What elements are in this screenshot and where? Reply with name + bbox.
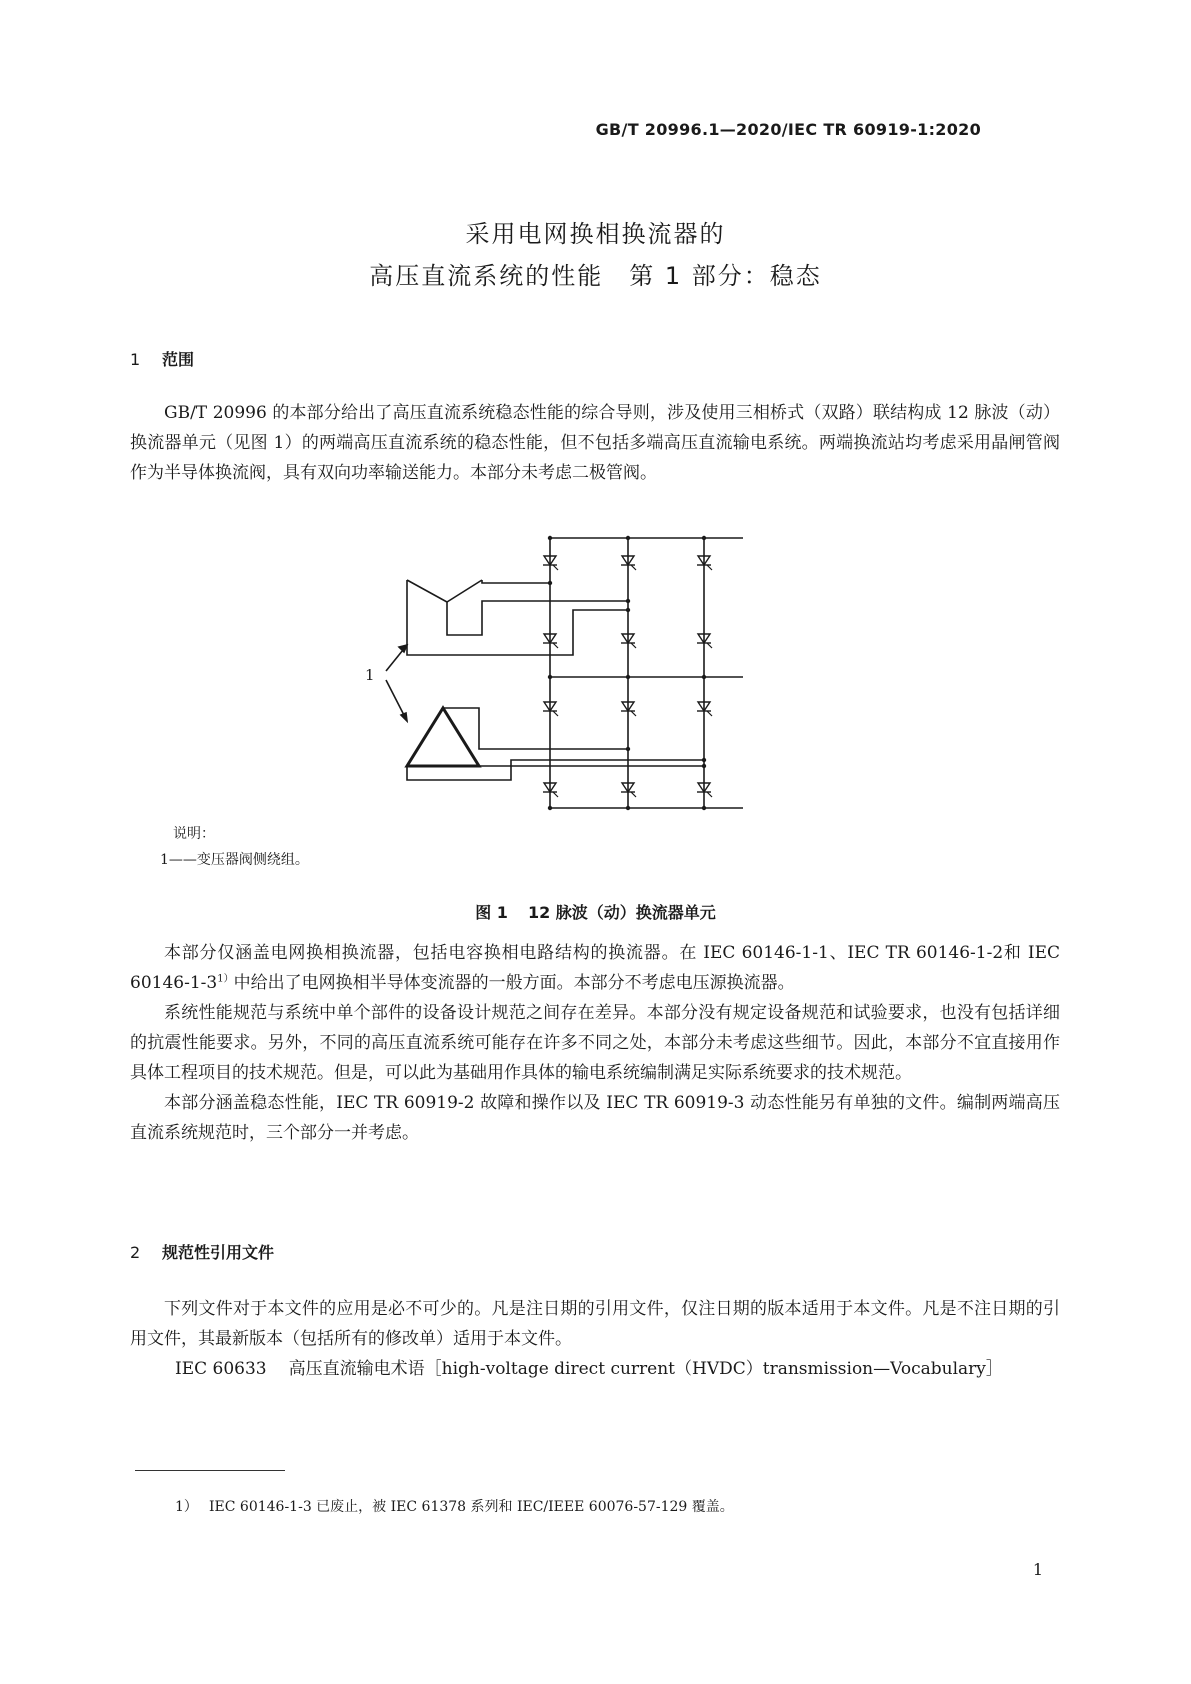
page-number: 1 xyxy=(1032,1560,1043,1579)
section-1-number: 1 xyxy=(130,350,141,369)
normative-reference-item xyxy=(175,1354,1055,1384)
section-2-number: 2 xyxy=(130,1243,141,1262)
delta-winding-lead-c xyxy=(479,760,704,766)
junction-dot xyxy=(548,581,552,585)
delta-winding-lead-a xyxy=(407,766,704,780)
junction-dot xyxy=(626,599,630,603)
callout-arrowhead-upper xyxy=(399,645,407,652)
figure-1-caption-number: 图 1 xyxy=(475,903,508,922)
section-1-continued-paragraphs xyxy=(130,938,1060,1148)
delta-winding-lead-b xyxy=(443,708,628,749)
footnote xyxy=(175,1496,734,1516)
figure-1-converter-diagram xyxy=(360,525,760,830)
figure-1-legend-item: 1——变压器阀侧绕组。 xyxy=(160,852,309,868)
wye-winding-lead-b xyxy=(407,580,628,635)
figure-1-caption xyxy=(0,900,1191,923)
junction-dot xyxy=(626,806,630,810)
normative-references-intro: 下列文件对于本文件的应用是必不可少的。凡是注日期的引用文件，仅注日期的版本适用于本文件。凡是不注日期的引用文件，其最新版本（包括所有的修改单）适用于本文件。 xyxy=(130,1299,1060,1349)
scope-paragraph-2-text: 本部分仅涵盖电网换相换流器，包括电容换相电路结构的换流器。在 IEC 60146-1-1、IEC TR 60146-1-2和 IEC 60146-1-3 xyxy=(130,943,1060,993)
callout-label: 1 xyxy=(365,666,375,684)
footnote-text: IEC 60146-1-3 已废止，被 IEC 61378 系列和 IEC/IEEE 60076-57-129 覆盖。 xyxy=(209,1499,734,1515)
junction-dot xyxy=(548,806,552,810)
callout-arrowhead-lower xyxy=(401,713,407,721)
wye-winding-lead-a xyxy=(482,580,550,583)
footnote-mark: 1） xyxy=(175,1499,198,1515)
figure-1-legend-title: 说明： xyxy=(173,826,215,842)
junction-dot xyxy=(702,675,706,679)
wye-winding-neutral xyxy=(447,580,482,602)
junction-dot xyxy=(626,536,630,540)
section-2-paragraph xyxy=(130,1294,1060,1354)
junction-dot xyxy=(548,536,552,540)
section-2-heading xyxy=(130,1240,274,1263)
junction-dot xyxy=(626,675,630,679)
wye-winding-lead-c xyxy=(407,580,628,655)
reference-code: IEC 60633 xyxy=(175,1359,267,1379)
delta-winding xyxy=(407,708,479,766)
scope-paragraph-4: 本部分涵盖稳态性能，IEC TR 60919-2 故障和操作以及 IEC TR 60919-3 动态性能另有单独的文件。编制两端高压直流系统规范时，三个部分一并考虑。 xyxy=(130,1093,1060,1143)
section-2-title: 规范性引用文件 xyxy=(162,1243,275,1262)
junction-dot xyxy=(626,747,630,751)
scope-paragraph-2 xyxy=(130,938,1060,998)
section-1-title: 范围 xyxy=(162,350,195,369)
junction-dot xyxy=(548,675,552,679)
junction-dot xyxy=(702,806,706,810)
section-1-scope-paragraph xyxy=(130,398,1060,488)
scope-paragraph-3: 系统性能规范与系统中单个部件的设备设计规范之间存在差异。本部分没有规定设备规范和试验要求，也没有包括详细的抗震性能要求。另外，不同的高压直流系统可能存在许多不同之处，本部分未考虑这些细节。因此，本部分不宜直接用作具体工程项目的技术规范。但是，可以此为基础用作具体的输电系统编制满足实际系统要求的技术规范。 xyxy=(130,1003,1060,1083)
junction-dot xyxy=(702,536,706,540)
section-1-heading xyxy=(130,347,194,370)
figure-1-caption-text: 12 脉波（动）换流器单元 xyxy=(527,903,716,922)
junction-dot xyxy=(702,758,706,762)
footnote-reference: 1） xyxy=(217,973,234,985)
document-title-line-1: 采用电网换相换流器的 xyxy=(465,220,726,248)
junction-dot xyxy=(702,764,706,768)
scope-paragraph-1: GB/T 20996 的本部分给出了高压直流系统稳态性能的综合导则，涉及使用三相桥式（双路）联结构成 12 脉波（动）换流器单元（见图 1）的两端高压直流系统的稳态性能，但不包括多端高压直流输电系统。两端换流站均考虑采用晶闸管阀作为半导体换流阀，具有双向功率输送能力。本部分未考虑二极管阀。 xyxy=(130,403,1060,483)
junction-dot xyxy=(626,608,630,612)
standard-code: GB/T 20996.1—2020/IEC TR 60919-1:2020 xyxy=(595,120,981,139)
document-title-line-2: 高压直流系统的性能 第 1 部分：稳态 xyxy=(369,262,822,290)
footnote-separator xyxy=(135,1470,285,1471)
reference-title: 高压直流输电术语［high-voltage direct current（HVDC）transmission—Vocabulary］ xyxy=(288,1359,1003,1379)
scope-paragraph-2-text-cont: 中给出了电网换相半导体变流器的一般方面。本部分不考虑电压源换流器。 xyxy=(233,973,795,993)
